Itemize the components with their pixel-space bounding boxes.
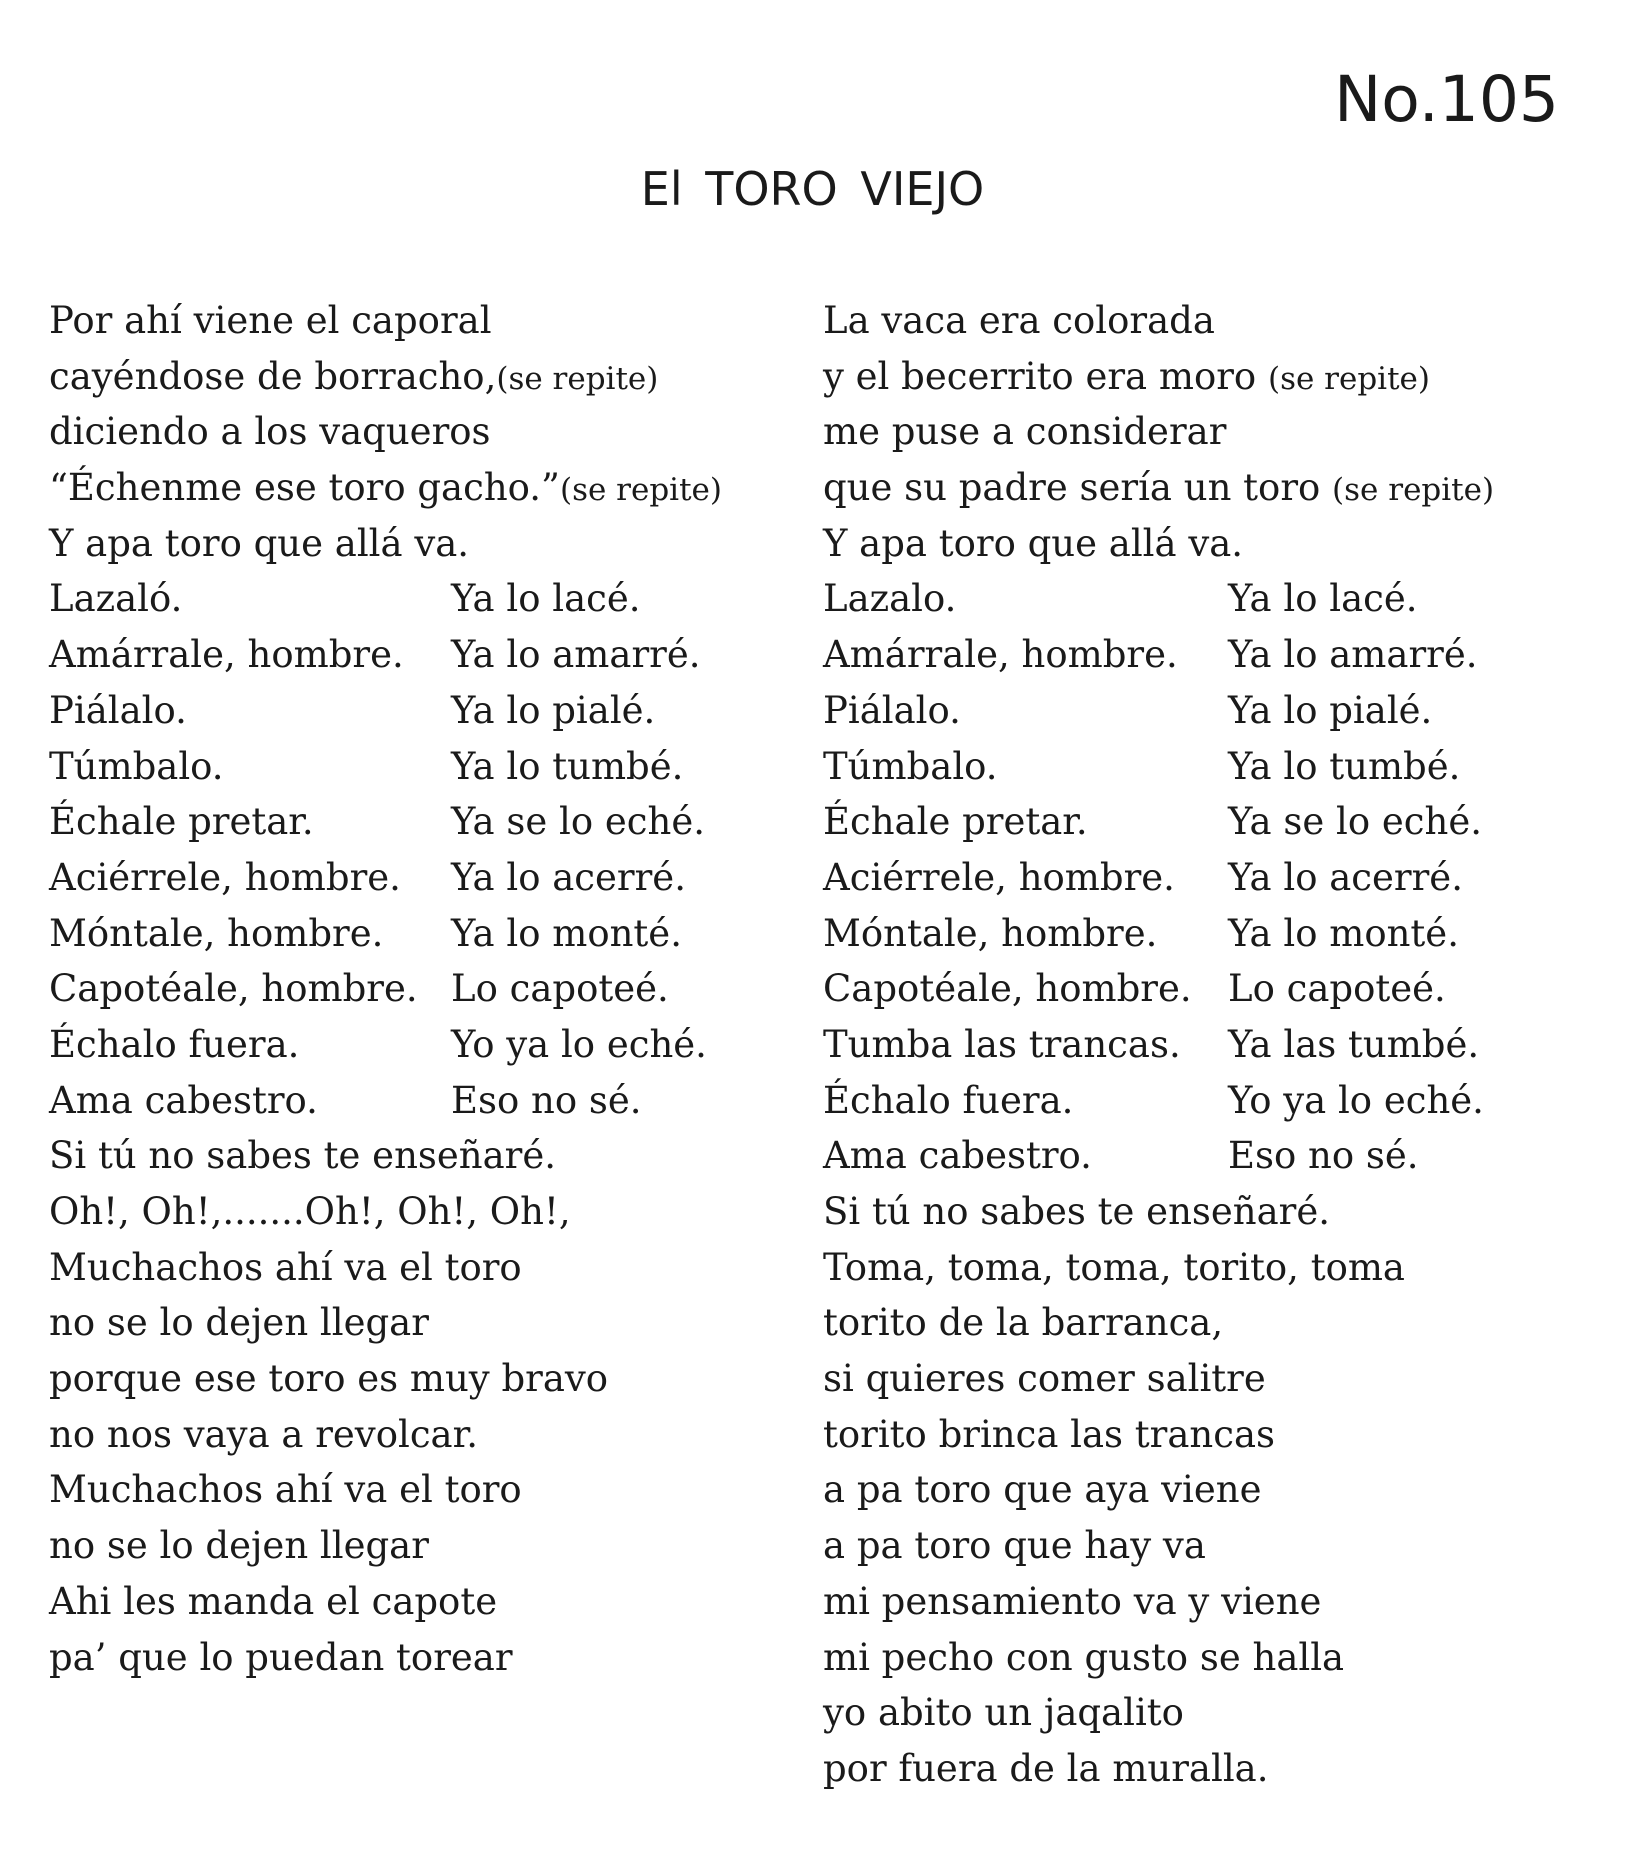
dialogue-call: Capotéale, hombre. bbox=[823, 967, 1192, 1011]
verse-text: Y apa toro que allá va. bbox=[49, 521, 470, 565]
verse-line: Ahi les manda el capote bbox=[49, 1579, 498, 1623]
dialogue-call: Lazalo. bbox=[823, 577, 957, 621]
dialogue-line bbox=[823, 1073, 1494, 1129]
dialogue-line bbox=[823, 627, 1494, 683]
dialogue-response: Ya lo tumbé. bbox=[451, 744, 684, 788]
dialogue-response: Ya lo tumbé. bbox=[1228, 744, 1461, 788]
dialogue-line bbox=[49, 794, 722, 850]
verse-line: Muchachos ahí va el toro bbox=[49, 1468, 522, 1512]
verse-text: diciendo a los vaqueros bbox=[49, 410, 491, 454]
verse-text: Y apa toro que allá va. bbox=[823, 521, 1244, 565]
verse-line: Si tú no sabes te enseñaré. bbox=[823, 1190, 1331, 1233]
verse-line: no nos vaya a revolcar. bbox=[49, 1412, 478, 1456]
verse-line: por fuera de la muralla. bbox=[823, 1746, 1269, 1790]
dialogue-line bbox=[823, 1128, 1494, 1184]
repeat-note: (se repite) bbox=[559, 472, 722, 509]
verse-line bbox=[49, 460, 722, 516]
verse-line bbox=[49, 516, 722, 572]
verse-line: a pa toro que hay va bbox=[823, 1524, 1206, 1568]
dialogue-line bbox=[823, 850, 1494, 906]
verse-text: “Échenme ese toro gacho.” bbox=[49, 466, 560, 510]
dialogue-line bbox=[823, 739, 1494, 795]
dialogue-line bbox=[823, 906, 1494, 962]
dialogue-call: Aciérrele, hombre. bbox=[49, 855, 401, 899]
dialogue-line bbox=[49, 739, 722, 795]
repeat-note: (se repite) bbox=[1267, 360, 1430, 397]
dialogue-call: Aciérrele, hombre. bbox=[823, 855, 1175, 899]
verse-line: Toma, toma, toma, torito, toma bbox=[823, 1245, 1405, 1289]
dialogue-call: Piálalo. bbox=[823, 688, 961, 732]
right-column bbox=[823, 293, 1494, 1797]
dialogue-call: Amárrale, hombre. bbox=[823, 633, 1178, 677]
dialogue-line bbox=[823, 571, 1494, 627]
dialogue-response: Lo capoteé. bbox=[1228, 967, 1446, 1011]
dialogue-line bbox=[823, 961, 1494, 1017]
dialogue-call: Túmbalo. bbox=[823, 744, 998, 788]
verse-line bbox=[823, 404, 1494, 460]
repeat-note: (se repite) bbox=[496, 360, 659, 397]
dialogue-line bbox=[823, 794, 1494, 850]
verse-line bbox=[823, 349, 1494, 405]
dialogue-call: Tumba las trancas. bbox=[823, 1022, 1181, 1066]
dialogue-response: Ya lo acerré. bbox=[451, 855, 686, 899]
verse-line: torito brinca las trancas bbox=[823, 1412, 1276, 1456]
dialogue-response: Ya las tumbé. bbox=[1228, 1022, 1480, 1066]
dialogue-line bbox=[49, 571, 722, 627]
dialogue-call: Piálalo. bbox=[49, 688, 187, 732]
dialogue-call: Échalo fuera. bbox=[49, 1022, 300, 1066]
dialogue-call: Lazaló. bbox=[49, 577, 183, 621]
dialogue-line bbox=[49, 683, 722, 739]
dialogue-response: Yo ya lo eché. bbox=[451, 1022, 707, 1066]
dialogue-response: Ya se lo eché. bbox=[1228, 800, 1482, 844]
dialogue-line bbox=[823, 1017, 1494, 1073]
verse-line: torito de la barranca, bbox=[823, 1301, 1224, 1345]
dialogue-response: Ya lo acerré. bbox=[1228, 855, 1463, 899]
dialogue-call: Échale pretar. bbox=[823, 800, 1088, 844]
verse-line: yo abito un jaqalito bbox=[823, 1691, 1184, 1735]
verse-text: Por ahí viene el caporal bbox=[49, 299, 492, 342]
verse-line: Oh!, Oh!,.......Oh!, Oh!, Oh!, bbox=[49, 1190, 571, 1233]
verse-text: y el becerrito era moro bbox=[823, 354, 1268, 398]
verse-line bbox=[49, 349, 722, 405]
verse-line: porque ese toro es muy bravo bbox=[49, 1357, 609, 1401]
dialogue-response: Ya lo monté. bbox=[1228, 911, 1459, 955]
dialogue-response: Ya se lo eché. bbox=[451, 800, 705, 844]
dialogue-call: Ama cabestro. bbox=[823, 1134, 1092, 1178]
left-column bbox=[49, 293, 722, 1685]
dialogue-response: Ya lo lacé. bbox=[1228, 577, 1418, 621]
dialogue-response: Ya lo pialé. bbox=[1228, 688, 1433, 732]
dialogue-line bbox=[49, 1017, 722, 1073]
dialogue-line bbox=[49, 850, 722, 906]
verse-line: mi pecho con gusto se halla bbox=[823, 1635, 1345, 1679]
dialogue-call: Móntale, hombre. bbox=[823, 911, 1158, 955]
verse-line: si quieres comer salitre bbox=[823, 1357, 1266, 1401]
repeat-note: (se repite) bbox=[1332, 472, 1495, 509]
dialogue-response: Ya lo lacé. bbox=[451, 577, 641, 621]
dialogue-call: Échale pretar. bbox=[49, 800, 314, 844]
verse-text: que su padre sería un toro bbox=[823, 466, 1333, 510]
dialogue-call: Móntale, hombre. bbox=[49, 911, 384, 955]
song-title: El TORO VIEJO bbox=[640, 162, 985, 216]
dialogue-call: Amárrale, hombre. bbox=[49, 633, 404, 677]
dialogue-response: Lo capoteé. bbox=[451, 967, 669, 1011]
verse-text: La vaca era colorada bbox=[823, 299, 1215, 342]
verse-line: pa’ que lo puedan torear bbox=[49, 1635, 513, 1679]
verse-line: no se lo dejen llegar bbox=[49, 1301, 429, 1345]
verse-line bbox=[823, 293, 1494, 349]
verse-line bbox=[823, 516, 1494, 572]
verse-line bbox=[49, 293, 722, 349]
dialogue-response: Eso no sé. bbox=[1228, 1134, 1419, 1178]
dialogue-line bbox=[49, 961, 722, 1017]
dialogue-line bbox=[49, 906, 722, 962]
dialogue-response: Eso no sé. bbox=[451, 1078, 642, 1122]
verse-line bbox=[49, 404, 722, 460]
dialogue-response: Ya lo pialé. bbox=[451, 688, 656, 732]
dialogue-line bbox=[823, 683, 1494, 739]
dialogue-call: Capotéale, hombre. bbox=[49, 967, 418, 1011]
dialogue-response: Ya lo amarré. bbox=[451, 633, 701, 677]
dialogue-call: Échalo fuera. bbox=[823, 1078, 1074, 1122]
verse-line: no se lo dejen llegar bbox=[49, 1524, 429, 1568]
dialogue-response: Yo ya lo eché. bbox=[1228, 1078, 1484, 1122]
verse-text: cayéndose de borracho, bbox=[49, 354, 497, 398]
dialogue-response: Ya lo monté. bbox=[451, 911, 682, 955]
verse-line: Muchachos ahí va el toro bbox=[49, 1245, 522, 1289]
verse-line: mi pensamiento va y viene bbox=[823, 1579, 1322, 1623]
verse-text: me puse a considerar bbox=[823, 410, 1227, 454]
dialogue-call: Ama cabestro. bbox=[49, 1078, 318, 1122]
dialogue-response: Ya lo amarré. bbox=[1228, 633, 1478, 677]
dialogue-call: Túmbalo. bbox=[49, 744, 224, 788]
dialogue-line bbox=[49, 1073, 722, 1129]
song-number: No.105 bbox=[1334, 63, 1559, 136]
verse-line: Si tú no sabes te enseñaré. bbox=[49, 1134, 557, 1178]
dialogue-line bbox=[49, 627, 722, 683]
verse-line bbox=[823, 460, 1494, 516]
verse-line: a pa toro que aya viene bbox=[823, 1468, 1262, 1512]
